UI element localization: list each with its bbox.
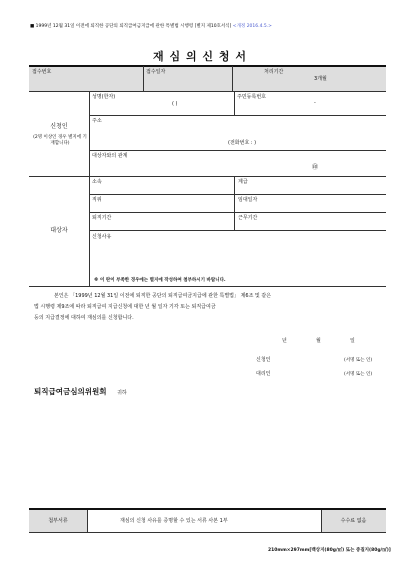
position-label: 소속 [92,179,102,185]
rrn-label: 주민등록번호 [237,94,266,100]
reason-label: 신청사유 [92,234,112,240]
attachments-label: 첨부서류 [48,518,68,524]
name-label: 성명(한자) [92,94,116,100]
divider [234,91,235,115]
rank-label: 계급 [238,179,248,185]
body-line-1: 본인은 「1999년 12월 31일 이전에 퇴직한 공단의 퇴직급여금지급에 관한 특별법」 제6조 및 같은 [54,293,272,299]
page-title: 재 심 의 신 청 서 [153,50,247,63]
divider [232,66,233,91]
applicant-section-note: (2명 이상인 경우 별지에 기재합니다) [33,135,87,146]
form-header [30,24,272,29]
receipt-date-label: 접수일자 [146,69,166,75]
seal-mark: ㊞ [312,164,319,171]
name-field[interactable]: ( ) [172,101,178,107]
hire-date-label: 임대일자 [238,197,258,203]
divider [29,91,386,92]
processing-period-value: 3개월 [314,76,327,82]
total-period-label: 근무기간 [238,215,258,221]
warning-note: ※ 이 란이 부족한 경우에는 별지에 작성하여 첨부하시기 바랍니다. [94,278,226,283]
retire-period-label: 퇴직기간 [92,215,112,221]
divider [143,66,144,91]
signature-applicant-label: 신청인 [256,357,271,363]
signature-agent-label: 대리인 [256,371,271,377]
signature-applicant-field[interactable]: (서명 또는 인) [344,358,373,363]
divider [89,230,386,231]
date-year: 년 [282,338,287,344]
applicant-section-label: 신청인 [50,123,68,130]
address-label: 주소 [92,118,102,124]
divider [89,115,386,116]
top-rule [29,65,386,67]
attachments-content: 재심의 신청 사유를 증명할 수 있는 서류 사본 1부 [120,518,228,524]
committee-name: 퇴직급여금심의위원회 [34,387,107,396]
processing-period-label: 처리기간 [264,69,284,75]
committee-suffix: 귀하 [117,390,127,396]
job-label: 직위 [92,197,102,203]
phone-field[interactable]: (전화번호 : ) [228,140,257,146]
paper-spec: 210mm×297mm[백상지(80g/㎡) 또는 중질지(80g/㎡)] [268,548,391,553]
header-note: ■ 1999년 12월 31일 이전에 퇴직한 공단의 퇴직급여금지급에 관한 특별법 시행령 [별지 제10호서식] [30,24,232,29]
divider [234,176,235,230]
divider [89,91,90,176]
header-amended: <개정 2016.4.5.> [232,24,272,29]
date-day: 일 [350,338,355,344]
divider [89,212,386,213]
divider [29,176,386,177]
attachments-bottom-rule [29,532,386,533]
date-month: 월 [316,338,321,344]
target-section-label: 대상자 [50,227,68,234]
body-line-2: 법 시행령 제9조에 따라 퇴직급여 지급신청에 대한 년 월 일자 기각 또는 퇴직급여금 [34,304,216,310]
fee-text: 수수료 없음 [340,518,367,524]
rrn-field[interactable]: - [314,100,316,106]
relation-label: 대상자와의 관계 [92,153,128,159]
divider [89,150,386,151]
divider [29,286,386,287]
divider [89,194,386,195]
receipt-number-label: 접수번호 [32,69,52,75]
divider [87,510,88,532]
receipt-row [29,66,386,91]
signature-agent-field[interactable]: (서명 또는 인) [344,372,373,377]
divider [89,176,90,286]
body-line-3: 등의 지급결정에 대하여 재심의를 신청합니다. [34,315,134,321]
addressee [34,386,127,397]
